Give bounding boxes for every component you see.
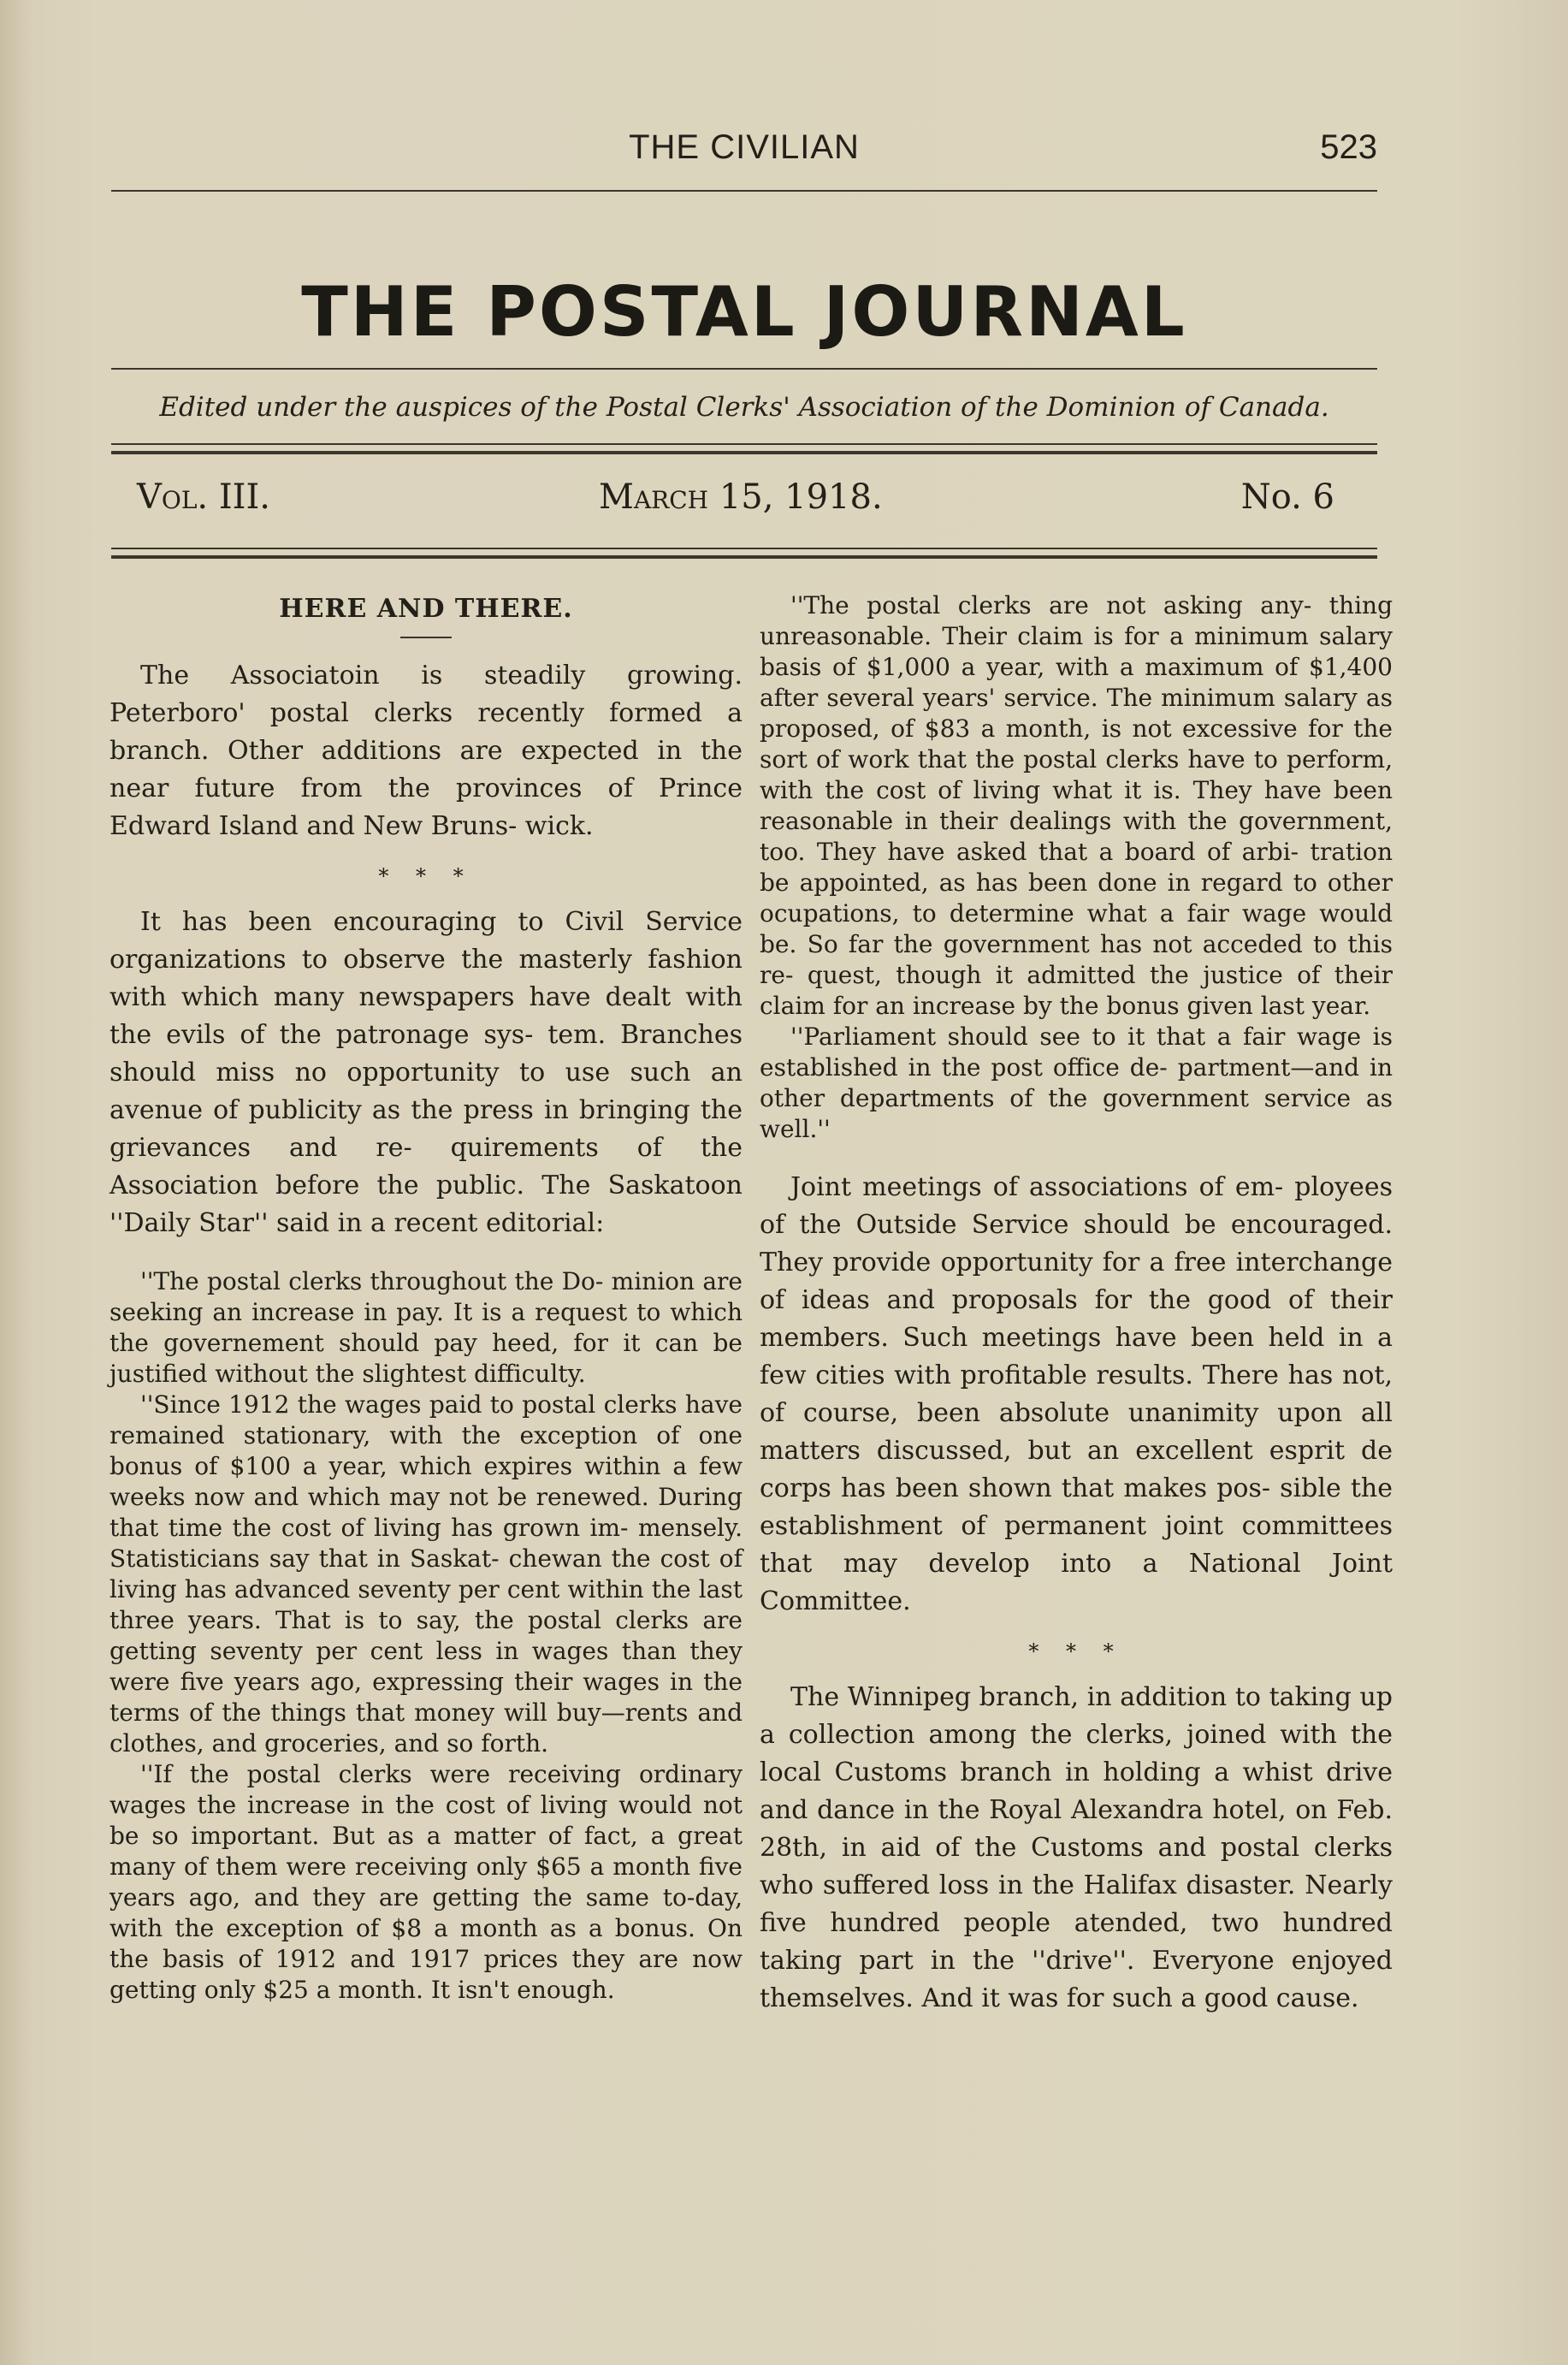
masthead-subtitle: Edited under the auspices of the Postal Clerks' Association of the Dominion of Canada. xyxy=(159,392,1329,423)
running-title: THE CIVILIAN xyxy=(629,128,860,166)
issue-number: No. 6 xyxy=(1240,477,1334,517)
spacer xyxy=(109,1242,743,1266)
heading-rule xyxy=(400,637,452,638)
section-separator: * * * xyxy=(1028,1639,1124,1663)
issue-rule-top xyxy=(111,548,1377,549)
quote-paragraph: ''The postal clerks are not asking any- thing unreasonable. Their claim is for a minimum salary basis of $1,000 a year, with a maximum of $1,400 after several years' service. The minimum salary as proposed, of $83 a month, is not excessive for the sort of work that the postal clerks have to perform, with the cost of living what it is. They have been reasonable in their dealings with the government, too. They have asked that a board of arbi- tration be appointed, as has been done in regard to other ocupations, to determine what a fair wage would be. So far the government has not acceded to this re- quest, though it admitted the justice of their claim for an increase by the bonus given last year. xyxy=(760,591,1393,1020)
header-rule xyxy=(111,190,1377,192)
issue-volume: Vol. III. xyxy=(137,477,270,517)
paragraph: The Associatoin is steadily growing. Peterboro' postal clerks recently formed a branch. Other additions are expected in the near future from the provinces of Prince Edward Island and New Bruns- wick. xyxy=(109,661,743,841)
paragraph: It has been encouraging to Civil Service organizations to observe the masterly fashion with which many newspapers have dealt with the evils of the patronage sys- tem. Branches should miss no opportunity to use such an avenue of publicity as the press in bringing the grievances and re- quirements of the Association before the public. The Saskatoon ''Daily Star'' said in a recent editorial: xyxy=(109,907,743,1238)
subtitle-rule-bottom xyxy=(111,451,1377,454)
running-head xyxy=(111,128,1377,176)
issue-rule-bottom xyxy=(111,555,1377,559)
quote-paragraph: ''The postal clerks throughout the Do- minion are seeking an increase in pay. It is a request to which the governement should pay heed, for it can be justified without the slightest difficulty. xyxy=(109,1267,743,1388)
quote-paragraph: ''Parliament should see to it that a fair wage is established in the post office de- partment—and in other departments of the government service as well.'' xyxy=(760,1022,1393,1143)
issue-date: March 15, 1918. xyxy=(599,477,883,517)
subtitle-rule-top xyxy=(111,443,1377,445)
issue-line xyxy=(137,477,1334,520)
spacer xyxy=(760,1145,1393,1169)
right-column xyxy=(760,590,1393,2018)
paragraph: Joint meetings of associations of em- ployees of the Outside Service should be encouraged. They provide opportunity for a free interchange of ideas and proposals for the good of their members. Such meetings have been held in a few cities with profitable results. There has not, of course, been absolute unanimity upon all matters discussed, but an excellent esprit de corps has been shown that makes pos- sible the establishment of permanent joint committees that may develop into a National Joint Committee. xyxy=(760,1172,1393,1616)
section-separator: * * * xyxy=(378,864,474,888)
page-number: 523 xyxy=(1320,128,1377,166)
article-heading: HERE AND THERE. xyxy=(279,594,573,624)
masthead-rule xyxy=(111,368,1377,370)
quote-paragraph: ''Since 1912 the wages paid to postal clerks have remained stationary, with the exception of one bonus of $100 a year, which expires within a few weeks now and which may not be renewed. During that time the cost of living has grown im- mensely. Statisticians say that in Saskat- chewan the cost of living has advanced seventy per cent within the last three years. That is to say, the postal clerks are getting seventy per cent less in wages than they were five years ago, expressing their wages in the terms of the things that money will buy—rents and clothes, and groceries, and so forth. xyxy=(109,1390,743,1757)
quote-paragraph: ''If the postal clerks were receiving ordinary wages the increase in the cost of living would not be so important. But as a matter of fact, a great many of them were receiving only $65 a month five years ago, and they are getting the same to-day, with the exception of $8 a month as a bonus. On the basis of 1912 and 1917 prices they are now getting only $25 a month. It isn't enough. xyxy=(109,1760,743,2004)
masthead-title: THE POSTAL JOURNAL xyxy=(301,272,1187,352)
paragraph: The Winnipeg branch, in addition to taking up a collection among the clerks, joined with the local Customs branch in holding a whist drive and dance in the Royal Alexandra hotel, on Feb. 28th, in aid of the Customs and postal clerks who suffered loss in the Halifax disaster. Nearly five hundred people atended, two hundred taking part in the ''drive''. Everyone enjoyed themselves. And it was for such a good cause. xyxy=(760,1682,1393,2013)
left-column xyxy=(109,590,743,2006)
